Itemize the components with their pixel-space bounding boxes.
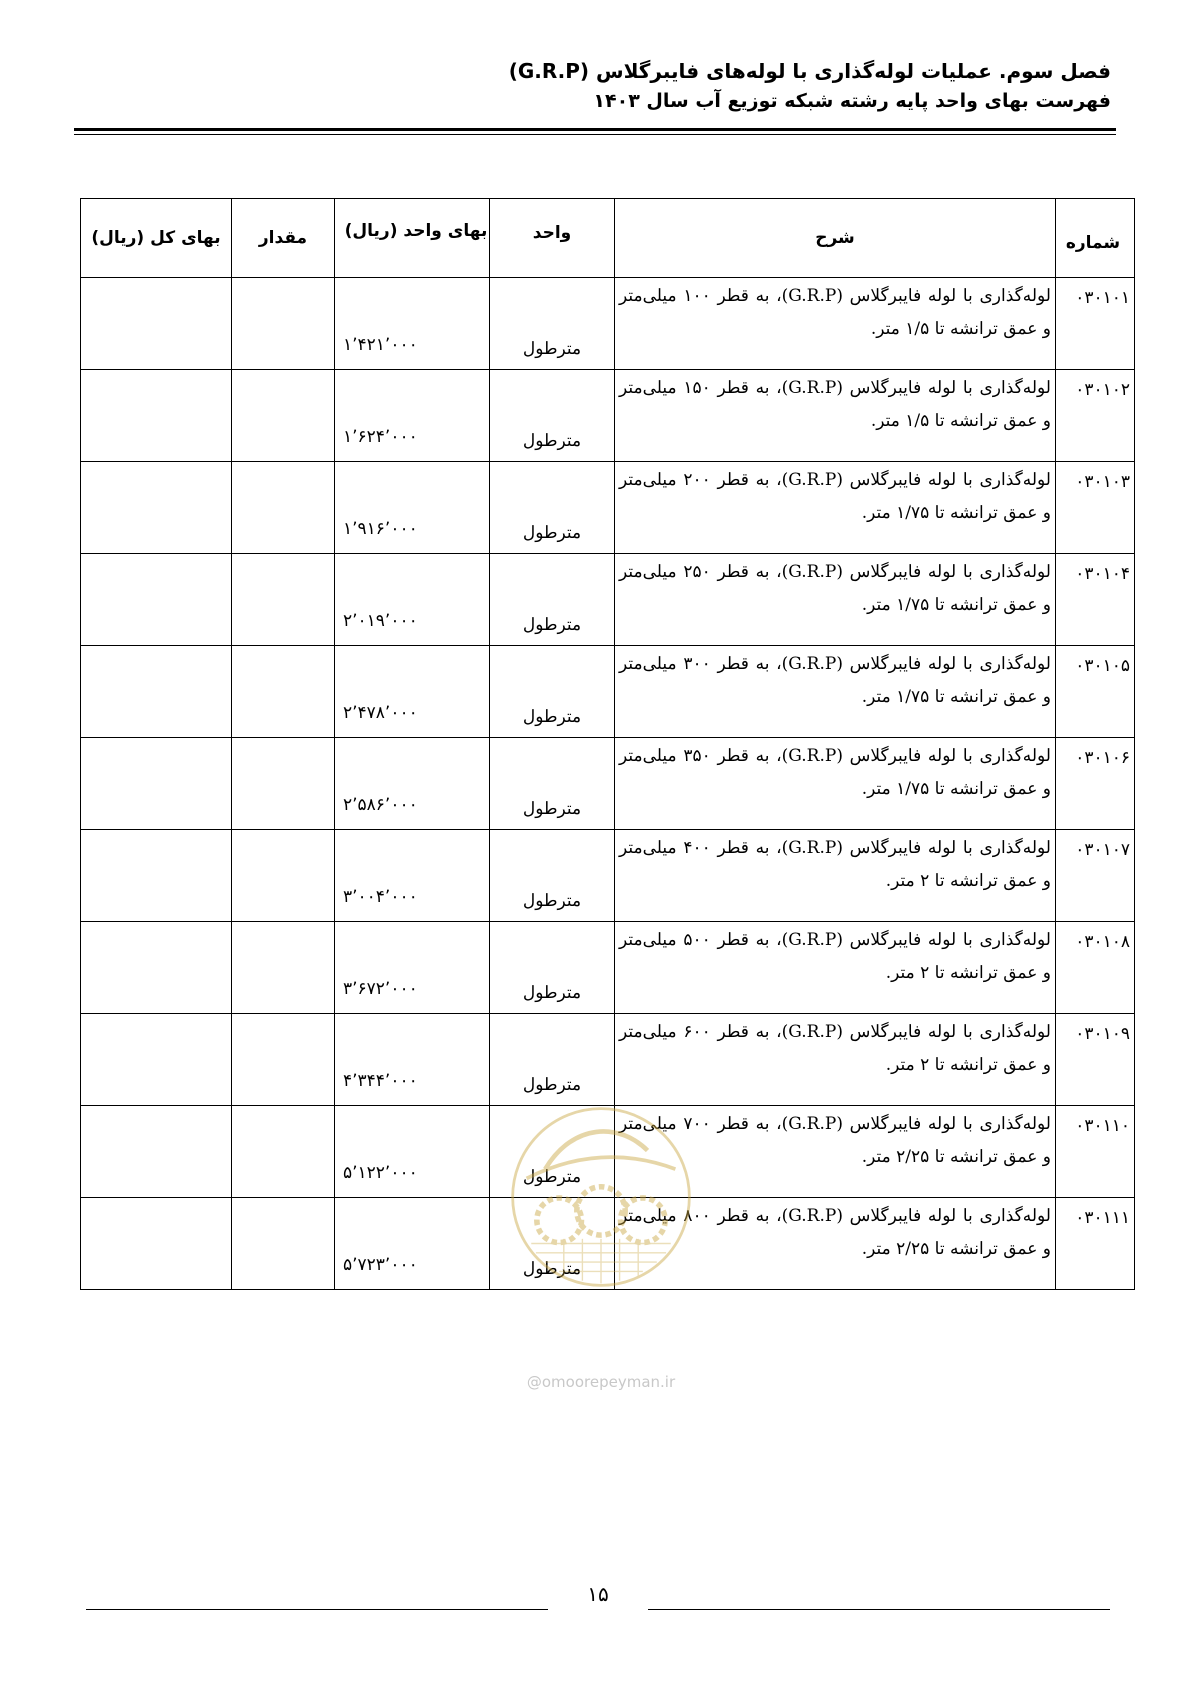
item-unit-price: ۴٬۳۴۴٬۰۰۰ — [335, 1014, 490, 1106]
item-code: ۰۳۰۱۰۱ — [1056, 278, 1135, 370]
item-code: ۰۳۰۱۰۲ — [1056, 370, 1135, 462]
item-quantity — [232, 370, 335, 462]
item-quantity — [232, 278, 335, 370]
item-code: ۰۳۰۱۱۱ — [1056, 1198, 1135, 1290]
item-code: ۰۳۰۱۰۵ — [1056, 646, 1135, 738]
item-description: لوله‌گذاری با لوله فایبرگلاس (G.R.P)، به قطر ۵۰۰ میلی‌متر و عمق ترانشه تا ۲ متر. — [615, 922, 1056, 1014]
table-header-row — [81, 199, 1135, 278]
item-total — [81, 646, 232, 738]
item-quantity — [232, 830, 335, 922]
item-total — [81, 738, 232, 830]
header-rule-thin — [74, 134, 1116, 135]
item-code: ۰۳۰۱۰۷ — [1056, 830, 1135, 922]
item-unit-price: ۵٬۱۲۲٬۰۰۰ — [335, 1106, 490, 1198]
item-description: لوله‌گذاری با لوله فایبرگلاس (G.R.P)، به قطر ۱۰۰ میلی‌متر و عمق ترانشه تا ۱/۵ متر. — [615, 278, 1056, 370]
item-unit: مترطول — [490, 922, 615, 1014]
col-header-code: شماره — [1056, 199, 1135, 278]
table-row — [81, 830, 1135, 922]
table-row — [81, 278, 1135, 370]
item-description: لوله‌گذاری با لوله فایبرگلاس (G.R.P)، به قطر ۱۵۰ میلی‌متر و عمق ترانشه تا ۱/۵ متر. — [615, 370, 1056, 462]
col-header-quantity: مقدار — [232, 199, 335, 278]
item-unit-price: ۲٬۵۸۶٬۰۰۰ — [335, 738, 490, 830]
item-code: ۰۳۰۱۰۳ — [1056, 462, 1135, 554]
item-unit-price: ۳٬۶۷۲٬۰۰۰ — [335, 922, 490, 1014]
watermark-logo — [508, 1104, 694, 1290]
item-total — [81, 370, 232, 462]
item-description: لوله‌گذاری با لوله فایبرگلاس (G.R.P)، به قطر ۳۰۰ میلی‌متر و عمق ترانشه تا ۱/۷۵ متر. — [615, 646, 1056, 738]
item-total — [81, 1014, 232, 1106]
footer-rule-left — [86, 1609, 548, 1610]
table-row — [81, 738, 1135, 830]
page-number: ۱۵ — [587, 1582, 609, 1606]
item-code: ۰۳۰۱۰۶ — [1056, 738, 1135, 830]
document-title: فهرست بهای واحد پایه رشته شبکه توزیع آب سال ۱۴۰۳ — [593, 90, 1111, 112]
footer-rule-right — [648, 1609, 1110, 1610]
item-unit: مترطول — [490, 1106, 615, 1198]
table-row — [81, 922, 1135, 1014]
item-unit: مترطول — [490, 370, 615, 462]
item-unit-price: ۵٬۷۲۳٬۰۰۰ — [335, 1198, 490, 1290]
item-description: لوله‌گذاری با لوله فایبرگلاس (G.R.P)، به قطر ۸۰۰ میلی‌متر و عمق ترانشه تا ۲/۲۵ متر. — [615, 1198, 1056, 1290]
item-total — [81, 1106, 232, 1198]
item-description: لوله‌گذاری با لوله فایبرگلاس (G.R.P)، به قطر ۷۰۰ میلی‌متر و عمق ترانشه تا ۲/۲۵ متر. — [615, 1106, 1056, 1198]
item-total — [81, 922, 232, 1014]
page-header — [71, 56, 1111, 116]
table-row — [81, 1014, 1135, 1106]
item-quantity — [232, 1198, 335, 1290]
item-total — [81, 554, 232, 646]
item-total — [81, 830, 232, 922]
table-row — [81, 646, 1135, 738]
item-unit: مترطول — [490, 462, 615, 554]
item-unit: مترطول — [490, 738, 615, 830]
item-description: لوله‌گذاری با لوله فایبرگلاس (G.R.P)، به قطر ۶۰۰ میلی‌متر و عمق ترانشه تا ۲ متر. — [615, 1014, 1056, 1106]
chapter-title: فصل سوم. عملیات لوله‌گذاری با لوله‌های فایبرگلاس (G.R.P) — [508, 59, 1111, 83]
item-unit: مترطول — [490, 1198, 615, 1290]
table-row — [81, 554, 1135, 646]
item-unit: مترطول — [490, 1014, 615, 1106]
item-unit: مترطول — [490, 554, 615, 646]
item-description: لوله‌گذاری با لوله فایبرگلاس (G.R.P)، به قطر ۲۰۰ میلی‌متر و عمق ترانشه تا ۱/۷۵ متر. — [615, 462, 1056, 554]
item-quantity — [232, 922, 335, 1014]
item-code: ۰۳۰۱۰۸ — [1056, 922, 1135, 1014]
item-unit-price: ۳٬۰۰۴٬۰۰۰ — [335, 830, 490, 922]
item-description: لوله‌گذاری با لوله فایبرگلاس (G.R.P)، به قطر ۳۵۰ میلی‌متر و عمق ترانشه تا ۱/۷۵ متر. — [615, 738, 1056, 830]
item-code: ۰۳۰۱۱۰ — [1056, 1106, 1135, 1198]
item-unit: مترطول — [490, 646, 615, 738]
item-quantity — [232, 554, 335, 646]
watermark-url: @omoorepeyman.ir — [526, 1373, 676, 1391]
item-code: ۰۳۰۱۰۴ — [1056, 554, 1135, 646]
item-total — [81, 1198, 232, 1290]
col-header-unit-price: بهای واحد (ریال) — [335, 199, 490, 278]
item-description: لوله‌گذاری با لوله فایبرگلاس (G.R.P)، به قطر ۴۰۰ میلی‌متر و عمق ترانشه تا ۲ متر. — [615, 830, 1056, 922]
col-header-unit: واحد — [490, 199, 615, 278]
item-quantity — [232, 738, 335, 830]
item-quantity — [232, 1106, 335, 1198]
item-unit-price: ۱٬۶۲۴٬۰۰۰ — [335, 370, 490, 462]
header-rule-thick — [74, 128, 1116, 131]
col-header-total: بهای کل (ریال) — [81, 199, 232, 278]
item-unit-price: ۱٬۴۲۱٬۰۰۰ — [335, 278, 490, 370]
item-quantity — [232, 646, 335, 738]
col-header-description: شرح — [615, 199, 1056, 278]
item-code: ۰۳۰۱۰۹ — [1056, 1014, 1135, 1106]
table-row — [81, 370, 1135, 462]
item-quantity — [232, 1014, 335, 1106]
table-row — [81, 462, 1135, 554]
item-total — [81, 278, 232, 370]
item-total — [81, 462, 232, 554]
item-unit-price: ۲٬۴۷۸٬۰۰۰ — [335, 646, 490, 738]
item-unit-price: ۲٬۰۱۹٬۰۰۰ — [335, 554, 490, 646]
item-unit: مترطول — [490, 278, 615, 370]
item-unit-price: ۱٬۹۱۶٬۰۰۰ — [335, 462, 490, 554]
item-description: لوله‌گذاری با لوله فایبرگلاس (G.R.P)، به قطر ۲۵۰ میلی‌متر و عمق ترانشه تا ۱/۷۵ متر. — [615, 554, 1056, 646]
item-quantity — [232, 462, 335, 554]
item-unit: مترطول — [490, 830, 615, 922]
